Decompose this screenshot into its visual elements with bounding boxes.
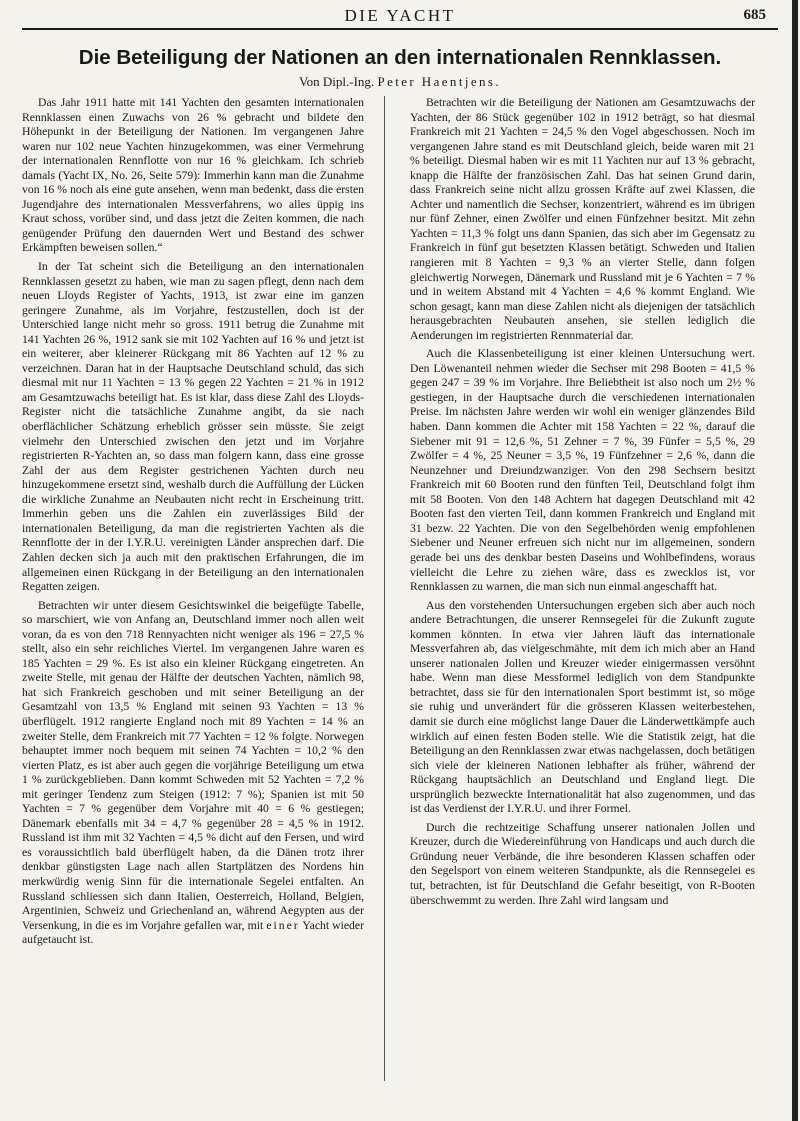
header-rule bbox=[22, 28, 778, 30]
left-paragraph-3-spaced-word: einer bbox=[266, 918, 300, 932]
left-paragraph-3 bbox=[22, 599, 364, 948]
column-divider bbox=[384, 96, 385, 1081]
article-title: Die Beteiligung der Nationen an den internationalen Rennklassen. bbox=[78, 46, 722, 69]
byline-author: Peter Haentjens. bbox=[377, 74, 502, 89]
right-paragraph-4: Durch die rechtzeitige Schaffung unserer nationalen Jollen und Kreuzer, durch die Wiedereinführung von Handicaps und auch durch die Gründung neuer Verbände, die ihre besonderen Klassen schaffen oder den Segelsport von einem weiteren Standpunkte, als die Rennsegelei es tut, betrachten, ist für Deutschland die Gefahr beseitigt, von R-Booten überschwemmt zu werden. Ihre Zahl wird langsam und bbox=[410, 820, 755, 907]
left-paragraph-3-text: Betrachten wir unter diesem Gesichtswinkel die beigefügte Tabelle, so marschiert, wie von Anfang an, Deutschland immer noch allen weit voran, da es von den 718 Rennyachten nicht weniger als 196 = 27,5 % stellt, also ein sehr reichliches Viertel. Im vergangenen Jahre waren es 185 Yachten = 29 %. Es ist also ein kleiner Rückgang eingetreten. An zweite Stelle, mit genau der Hälfte der deutschen Yachten, nämlich 98, hat sich Frankreich geschoben und mit seiner Beteiligung an der Gesamtzahl von 13,5 % England mit seinen 93 Yachten = 13 % überflügelt. 1912 rangierte England noch mit 89 Yachten = 14 % an zweiter Stelle, dem Frankreich mit 77 Yachten = 12 % folgte. Norwegen behauptet immer noch bequem mit seinen 74 Yachten = 10,2 % den vierten Platz, es ist aber auch gegen die vorjährige Beteiligung um etwa 1 % zurückgeblieben. Dann kommt Schweden mit 52 Yachten = 7,2 % mit geringer Tendenz zum Steigen (1912: 7 %); Spanien ist mit 50 Yachten = 7 % gegenüber dem Vorjahre mit 40 = 6 % gestiegen; Dänemark ebenfalls mit 34 = 4,7 % gegenüber 28 = 4,5 % in 1912. Russland ist ihm mit 32 Yachten = 4,5 % dicht auf den Fersen, und wird es voraussichtlich bald überflügelt haben, da die Dänen trotz ihrer denkbar günstigsten Lage nach allen Startplätzen des Nordens hin merkwürdig wenig Sinn für die internationale Segelei entfalten. An Russland schliessen sich dann Italien, Oesterreich, Holland, Belgien, Argentinien, Schweiz und Griechenland an, während Aegypten aus der Versenkung, in die es im Vorjahre gefallen war, mit bbox=[22, 598, 364, 932]
right-column bbox=[410, 96, 755, 1081]
byline bbox=[22, 74, 778, 90]
page-header bbox=[22, 6, 778, 28]
right-paragraph-2: Auch die Klassenbeteiligung ist einer kleinen Untersuchung wert. Den Löwenanteil nehmen wieder die Sechser mit 298 Booten = 41,5 % gegen 247 = 39 % im Vorjahre. Ihre Beliebtheit ist also noch um 2½ % gestiegen, in der Hauptsache durch die verschiedenen internationalen Preise. Im nächsten Jahre werden wir wohl ein weniger glänzendes Bild haben. Dann kommen die Achter mit 158 Yachten = 22 %, darauf die Siebener mit 91 = 12,6 %, 51 Zehner = 7 %, 39 Fünfer = 5,5 %, 29 Zwölfer = 4 %, 25 Neuner = 3,5 %, 19 Fünfzehner = 2,6 %, dann die Neunzehner und Dreiundzwanziger. Von den 298 Sechsern besitzt Frankreich mit 60 Booten rund den fünften Teil, Deutschland folgt ihm mit 58 Booten. Von den 148 Achtern hat dagegen Deutschland mit 42 Booten fast den vierten Teil, dann kommen Frankreich und England mit 31 bezw. 22 Yachten. Die von den Segelbehörden wenig empfohlenen Siebener und Neuner erfreuen sich nicht nur im allgemeinen, sondern gerade bei uns des denkbar besten Daseins und Wohlbefindens, woraus vielleicht die Lehre zu ziehen wäre, dass es zwecklos ist, vor Rennklassen zu warnen, die man sich nun einmal angeschafft hat. bbox=[410, 347, 755, 594]
left-paragraph-1: Das Jahr 1911 hatte mit 141 Yachten den gesamten internationalen Rennklassen einen Zuwachs von 26 % gebracht und bildete den Höhepunkt in der Beteiligung der Nationen. Im vergangenen Jahre waren nur 102 neue Yachten hinzugekommen, was einer Vermehrung der internationalen Rennflotte von nur 16 % gleichkam. Ich schrieb damals (Yacht IX, No. 26, Seite 579): Immerhin kann man die Zunahme von 16 % noch als eine gute ansehen, wenn man bedenkt, dass die ersten Jugendjahre des internationalen Messverfahrens, wo alles üppig ins Kraut schoss, vorüber sind, und dass jetzt die Zeiten kommen, die nach genügender Prüfung den dauernden Wert und Bestand des schwer Erkämpften beweisen sollen.“ bbox=[22, 96, 364, 255]
page-number: 685 bbox=[743, 7, 766, 23]
left-paragraph-3-end: Yacht wieder aufgetaucht ist. bbox=[22, 918, 364, 947]
running-title: DIE YACHT bbox=[344, 6, 456, 25]
scan-edge bbox=[792, 0, 798, 1121]
right-paragraph-3: Aus den vorstehenden Untersuchungen ergeben sich aber auch noch andere Betrachtungen, die unserer Rennsegelei für die Zukunft zugute kommen könnten. In etwa vier Jahren läuft das internationale Messverfahren ab, das vielgeschmähte, mit dem ich mich aber an Hand unserer nationalen Jollen und Kreuzer wieder einigermassen versöhnt habe. Wenn man diese Messformel lediglich von dem Standpunkte betrachtet, dass sie für den internationalen Sport bestimmt ist, so möge sie ruhig und unverändert für die grösseren Klassen weiterbestehen, damit sie durch eine möglichst lange Dauer die Länderwettkämpfe auch wirklich auf einen festen Boden stelle. Wie die Statistik zeigt, hat die Beteiligung an den Rennklassen zwar etwas nachgelassen, doch betätigen sich viele der kleineren Nationen lebhafter als früher, während der Rückgang hauptsächlich an Deutschland und England liegt. Die ursprünglich bezweckte Internationalität hat also zugenommen, und das ist das Verdienst der I.Y.R.U. und ihrer Formel. bbox=[410, 598, 755, 816]
left-column bbox=[22, 96, 364, 1081]
byline-prefix: Von Dipl.-Ing. bbox=[298, 74, 375, 89]
left-paragraph-2: In der Tat scheint sich die Beteiligung an den internationalen Rennklassen gesetzt zu haben, wie man zu sagen pflegt, denn nach dem neuen Lloyds Register of Yachts, 1913, ist zwar eine im ganzen geringere Zunahme, als im Vorjahre, festzustellen, doch ist der Unterschied lange nicht mehr so gross. 1911 betrug die Zunahme mit 141 Yachten 26 %, 1912 sank sie mit 102 Yachten auf 16 % und jetzt ist ein weiterer, aber kleinerer Rückgang mit 86 Yachten auf 12 % zu verzeichnen. Daran hat in der Hauptsache Deutschland schuld, das sich diesmal mit nur 11 Yachten = 13 % gegen 22 Yachten = 21 % in 1912 am Gesamtzuwachs beteiligt hat. Es ist klar, dass diese Zahl des Lloyds-Register nicht die tatsächliche Zunahme angibt, da sie nach oberflächlicher Schätzung erheblich grösser sein müsste. Sie zeigt vielmehr den Unterschied zwischen den jetzt und im Vorjahre registrierten R-Yachten an, so dass man folgern kann, dass eine grosse Zahl der aus dem Register gestrichenen Yachten durch neu hinzugekommene ersetzt sind, weshalb durch die Auffüllung der Lücken die wirkliche Zunahme an Neubauten nicht recht in Erscheinung tritt. Immerhin geben uns die Zahlen ein zuverlässiges Bild der internationalen Beteiligung, da man die registrierten Yachten als die Rennflotte der in der I.Y.R.U. vereinigten Länder ansprechen darf. Die Zahlen decken sich ja auch mit den praktischen Erfahrungen, die im allgemeinen einen Rückgang in der Beteiligung an den internationalen Regatten zeigen. bbox=[22, 260, 364, 594]
right-paragraph-1: Betrachten wir die Beteiligung der Nationen am Gesamtzuwachs der Yachten, der 86 Stück gegenüber 102 in 1912 beträgt, so hat diesmal Frankreich mit 21 Yachten = 24,5 % den Vogel abgeschossen. Noch im vergangenen Jahre stand es mit Deutschland gleich, beide waren mit 21 % beteiligt. Diesmal haben wir es mit 11 Yachten nur auf 13 % gebracht, knapp die Hälfte der französischen Zahl. Das hat seinen Grund darin, dass Frankreich seine nicht allzu grossen Kräfte auf zwei Klassen, die Achter und namentlich die Sechser, konzentriert, während es im übrigen nur fünf Zehner, einen Zwölfer und einen Fünfzehner besitzt. Mit zehn Yachten = 11,3 % folgt uns dann Spanien, das sich aber im Gegensatz zu Frankreich in fünf gut besetzten Klassen betätigt. Schweden und Italien rangieren mit 8 Yachten = 9,3 % an vierter Stelle, dann folgen gleichwertig Norwegen, Dänemark und Russland mit je 6 Yachten = 7 % und in weitem Abstand mit 4 Yachten = 4,6 % kommt England. Wie schon gesagt, kann man diese Zahlen nicht als diejenigen der tatsächlich herausgebrachten Neubauten ansehen, sie stellen lediglich die Aenderungen im registrierten Rennmaterial dar. bbox=[410, 96, 755, 342]
